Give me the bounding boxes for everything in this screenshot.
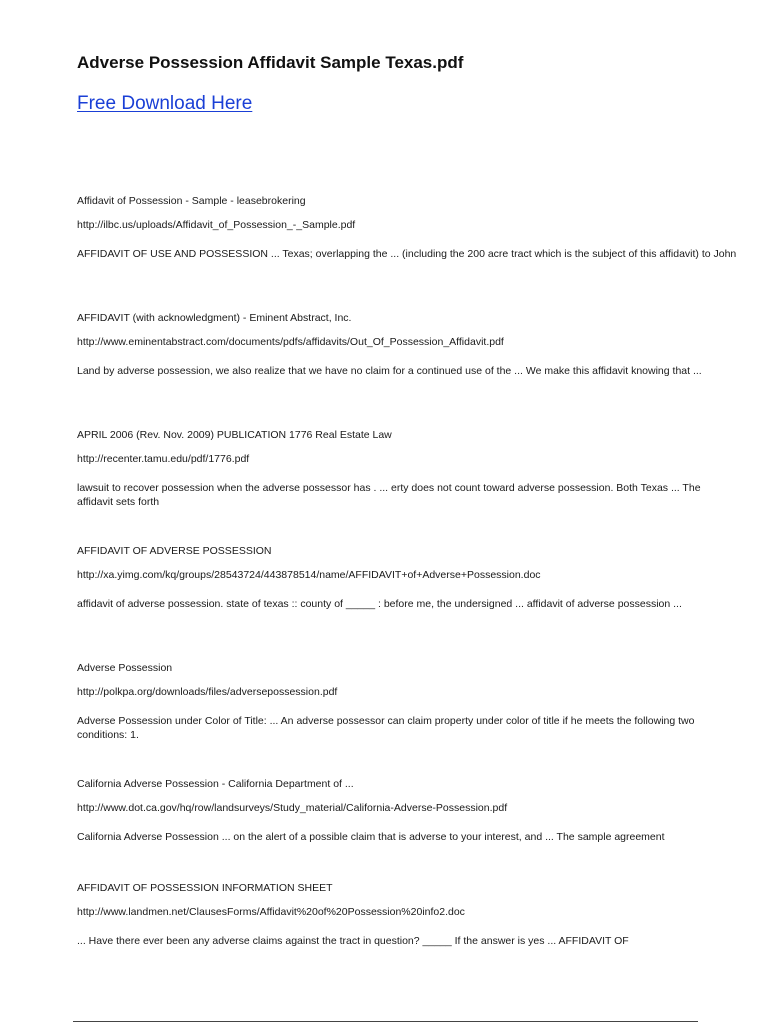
result-title: AFFIDAVIT (with acknowledgment) - Eminent Abstract, Inc.	[77, 312, 352, 324]
result-url[interactable]: http://polkpa.org/downloads/files/adversepossession.pdf	[77, 686, 338, 698]
result-url[interactable]: http://www.landmen.net/ClausesForms/Affidavit%20of%20Possession%20info2.doc	[77, 906, 465, 918]
document-title: Adverse Possession Affidavit Sample Texas.pdf	[77, 53, 464, 72]
result-url[interactable]: http://xa.yimg.com/kq/groups/28543724/443878514/name/AFFIDAVIT+of+Adverse+Possession.doc	[77, 569, 541, 581]
result-snippet: lawsuit to recover possession when the adverse possessor has . ... erty does not count toward adverse possession. Both Texas ... The affidavit sets forth	[77, 482, 701, 508]
result-snippet: California Adverse Possession ... on the alert of a possible claim that is adverse to your interest, and ... The sample agreement	[77, 831, 665, 843]
result-snippet: ... Have there ever been any adverse claims against the tract in question? _____ If the answer is yes ... AFFIDAVIT OF	[77, 935, 629, 947]
result-snippet: affidavit of adverse possession. state of texas :: county of _____ : before me, the undersigned ... affidavit of adverse possession ...	[77, 598, 682, 610]
result-title: Adverse Possession	[77, 662, 173, 674]
result-title: AFFIDAVIT OF POSSESSION INFORMATION SHEET	[77, 882, 333, 894]
result-title: APRIL 2006 (Rev. Nov. 2009) PUBLICATION 1776 Real Estate Law	[77, 429, 392, 441]
result-url[interactable]: http://ilbc.us/uploads/Affidavit_of_Possession_-_Sample.pdf	[77, 219, 356, 231]
footer-divider	[73, 1021, 698, 1022]
result-snippet: Land by adverse possession, we also realize that we have no claim for a continued use of the ... We make this affidavit knowing that ...	[77, 365, 702, 377]
result-url[interactable]: http://www.eminentabstract.com/documents/pdfs/affidavits/Out_Of_Possession_Affidavit.pdf	[77, 336, 504, 348]
result-title: Affidavit of Possession - Sample - leasebrokering	[77, 195, 306, 207]
result-snippet: AFFIDAVIT OF USE AND POSSESSION ... Texas; overlapping the ... (including the 200 acre tract which is the subject of this affidavit) to John	[77, 248, 737, 260]
result-url[interactable]: http://www.dot.ca.gov/hq/row/landsurveys/Study_material/California-Adverse-Possession.pdf	[77, 802, 508, 814]
result-title: California Adverse Possession - California Department of ...	[77, 778, 354, 790]
result-title: AFFIDAVIT OF ADVERSE POSSESSION	[77, 545, 272, 557]
result-snippet: Adverse Possession under Color of Title: ... An adverse possessor can claim property under color of title if he meets the following two conditions: 1.	[77, 715, 695, 741]
free-download-link[interactable]: Free Download Here	[77, 93, 253, 114]
result-url[interactable]: http://recenter.tamu.edu/pdf/1776.pdf	[77, 453, 250, 465]
